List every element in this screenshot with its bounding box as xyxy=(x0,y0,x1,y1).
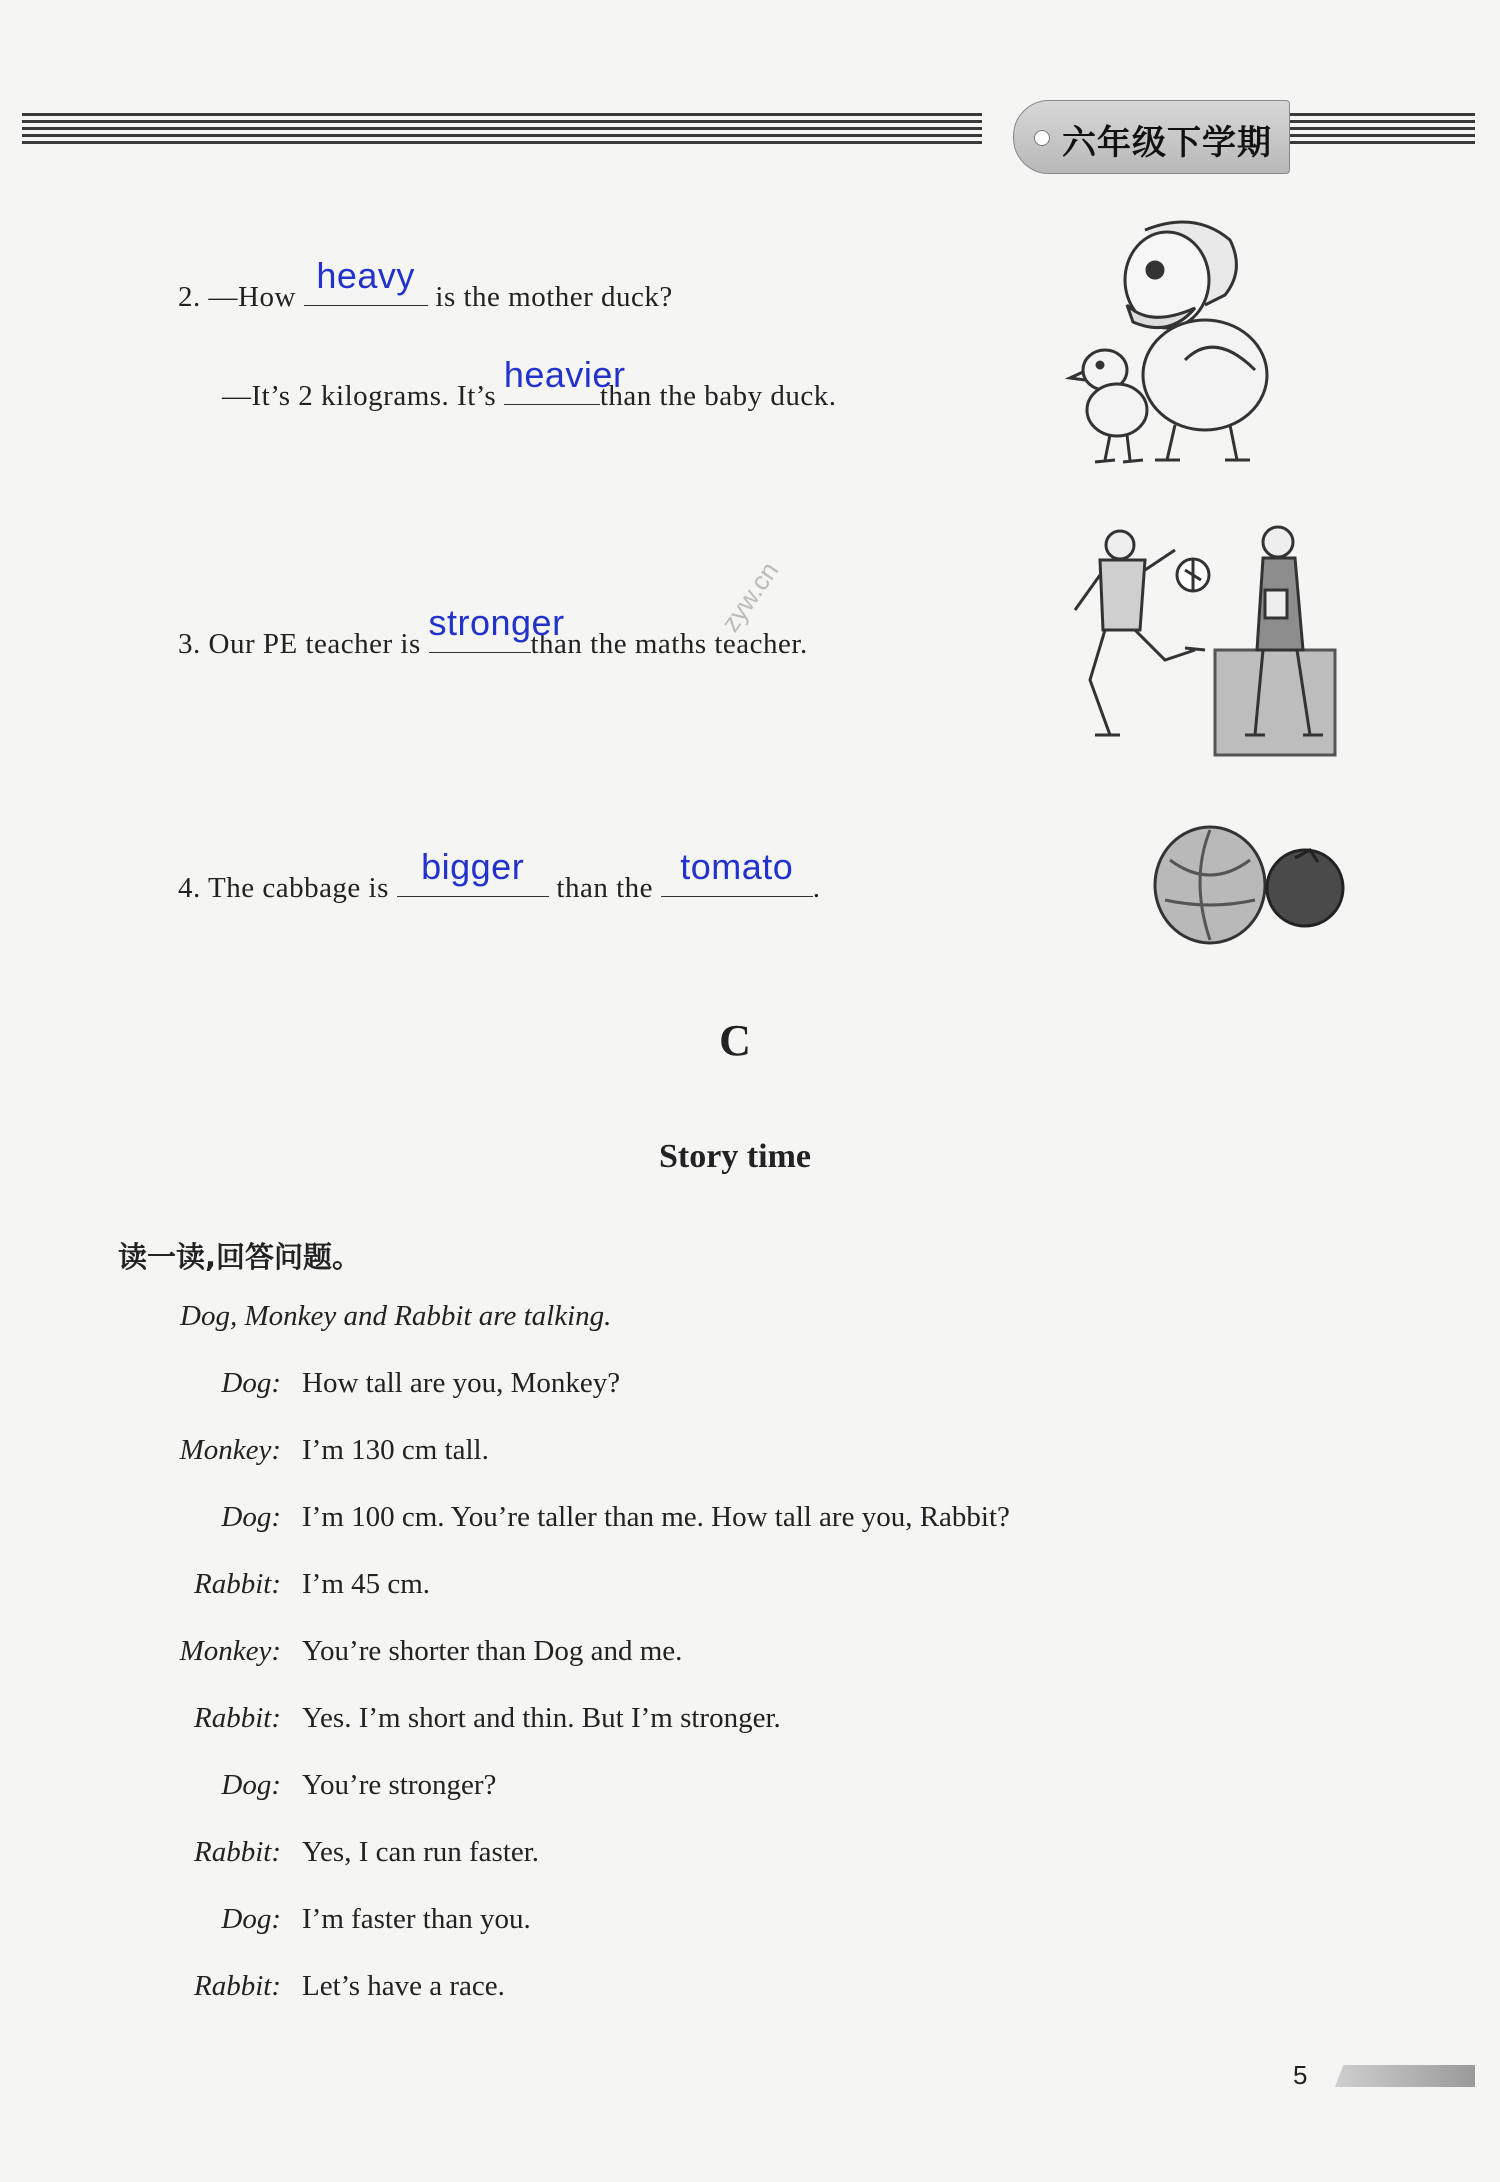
utterance: I’m 130 cm tall. xyxy=(302,1434,489,1466)
question-text: than the baby duck. xyxy=(599,380,837,412)
grade-tab xyxy=(1013,100,1290,174)
utterance: You’re stronger? xyxy=(302,1769,497,1801)
answer-blank[interactable] xyxy=(428,602,565,653)
section-title: Story time xyxy=(658,1138,811,1175)
page-number-bar xyxy=(1335,2065,1475,2087)
speaker: Rabbit: xyxy=(194,1568,281,1600)
question-number: 4. xyxy=(178,872,201,904)
utterance: How tall are you, Monkey? xyxy=(302,1367,621,1399)
utterance: Yes. I’m short and thin. But I’m stronger. xyxy=(302,1702,781,1734)
utterance: You’re shorter than Dog and me. xyxy=(302,1635,683,1667)
question-4 xyxy=(178,846,821,905)
speaker: Dog: xyxy=(221,1903,281,1935)
answer-blank[interactable] xyxy=(661,846,813,897)
speaker: Monkey: xyxy=(179,1434,281,1466)
grade-label: 六年级下学期 xyxy=(1062,123,1272,163)
speaker: Dog: xyxy=(221,1501,281,1533)
tab-dot-icon xyxy=(1034,130,1050,146)
page-number: 5 xyxy=(1293,2060,1308,2090)
speaker: Rabbit: xyxy=(194,1836,281,1868)
question-2-line-2 xyxy=(222,354,837,413)
answer-stronger: stronger xyxy=(428,602,565,643)
answer-blank[interactable] xyxy=(503,354,626,405)
utterance: I’m faster than you. xyxy=(302,1903,531,1935)
answer-heavy: heavy xyxy=(316,255,415,296)
speaker: Rabbit: xyxy=(194,1702,281,1734)
question-text: than the xyxy=(556,872,654,904)
section-letter: C xyxy=(719,1016,751,1065)
utterance: Let’s have a race. xyxy=(302,1970,505,2002)
answer-heavier: heavier xyxy=(503,354,626,395)
question-number: 2. xyxy=(178,281,201,313)
header-stripes-left xyxy=(22,113,982,159)
speaker: Dog: xyxy=(221,1769,281,1801)
question-text: than the maths teacher. xyxy=(530,628,808,660)
question-2-line-1 xyxy=(178,255,673,314)
speaker: Dog: xyxy=(221,1367,281,1399)
answer-tomato: tomato xyxy=(680,846,794,887)
speaker: Monkey: xyxy=(179,1635,281,1667)
utterance: I’m 45 cm. xyxy=(302,1568,431,1600)
speaker: Rabbit: xyxy=(194,1970,281,2002)
utterance: I’m 100 cm. You’re taller than me. How tall are you, Rabbit? xyxy=(302,1501,1010,1533)
question-text: Our PE teacher is xyxy=(208,628,421,660)
cabbage-tomato-illustration xyxy=(1150,820,1345,950)
question-text: —How xyxy=(208,281,296,313)
question-text: —It’s 2 kilograms. It’s xyxy=(222,380,497,412)
watermark: zyw.cn xyxy=(715,556,785,638)
question-text: The cabbage is xyxy=(207,872,389,904)
question-text: is the mother duck? xyxy=(435,281,673,313)
question-3 xyxy=(178,602,808,661)
question-number: 3. xyxy=(178,628,201,660)
utterance: Yes, I can run faster. xyxy=(302,1836,540,1868)
teachers-illustration xyxy=(1065,520,1340,760)
question-text: . xyxy=(812,872,821,904)
answer-bigger: bigger xyxy=(421,846,525,887)
header-stripes-right xyxy=(1290,113,1475,159)
answer-blank[interactable] xyxy=(397,846,549,897)
duck-illustration xyxy=(1055,210,1315,470)
answer-blank[interactable] xyxy=(304,255,428,306)
instruction: 读一读,回答问题。 xyxy=(118,1240,362,1274)
story-intro: Dog, Monkey and Rabbit are talking. xyxy=(180,1300,612,1332)
